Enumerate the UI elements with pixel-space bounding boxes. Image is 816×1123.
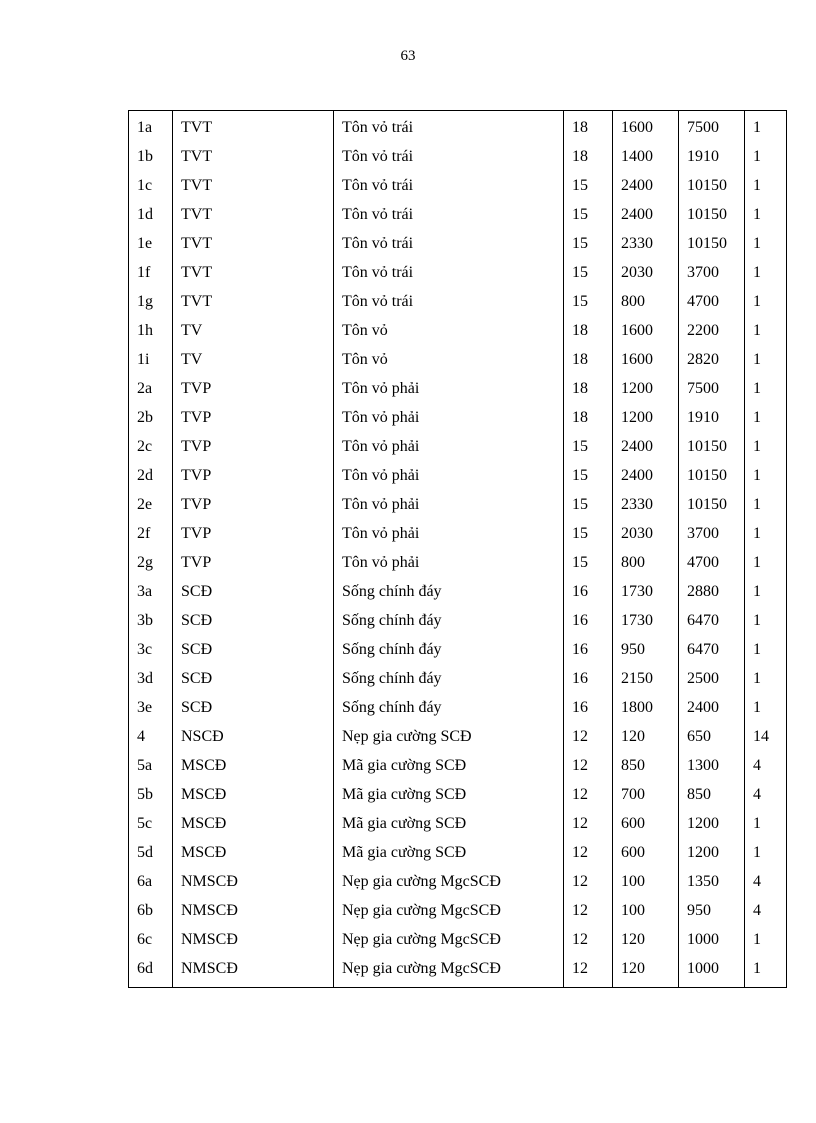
part-code-cell: 1f (129, 258, 173, 287)
width-cell: 120 (613, 954, 679, 988)
length-cell: 1000 (679, 954, 745, 988)
length-cell: 7500 (679, 111, 745, 143)
table-row (129, 954, 787, 988)
name-cell: Sống chính đáy (334, 664, 564, 693)
width-cell: 1200 (613, 403, 679, 432)
width-cell: 1730 (613, 577, 679, 606)
name-cell: Nẹp gia cường MgcSCĐ (334, 925, 564, 954)
symbol-cell: TVT (173, 229, 334, 258)
page-number: 63 (400, 48, 416, 64)
quantity-cell: 1 (745, 809, 787, 838)
parts-table-body (129, 111, 787, 988)
thickness-cell: 15 (564, 548, 613, 577)
thickness-cell: 18 (564, 142, 613, 171)
table-row (129, 142, 787, 171)
length-cell: 1200 (679, 838, 745, 867)
thickness-cell: 15 (564, 200, 613, 229)
thickness-cell: 16 (564, 635, 613, 664)
width-cell: 2400 (613, 432, 679, 461)
symbol-cell: SCĐ (173, 664, 334, 693)
symbol-cell: TVT (173, 171, 334, 200)
part-code-cell: 2c (129, 432, 173, 461)
part-code-cell: 5d (129, 838, 173, 867)
thickness-cell: 15 (564, 461, 613, 490)
name-cell: Sống chính đáy (334, 693, 564, 722)
length-cell: 1000 (679, 925, 745, 954)
symbol-cell: SCĐ (173, 577, 334, 606)
length-cell: 2820 (679, 345, 745, 374)
thickness-cell: 12 (564, 809, 613, 838)
quantity-cell: 1 (745, 403, 787, 432)
table-row (129, 111, 787, 143)
part-code-cell: 5a (129, 751, 173, 780)
length-cell: 4700 (679, 548, 745, 577)
part-code-cell: 2e (129, 490, 173, 519)
part-code-cell: 1h (129, 316, 173, 345)
table-row (129, 838, 787, 867)
symbol-cell: SCĐ (173, 693, 334, 722)
table-row (129, 287, 787, 316)
quantity-cell: 1 (745, 490, 787, 519)
part-code-cell: 1g (129, 287, 173, 316)
width-cell: 2150 (613, 664, 679, 693)
length-cell: 2400 (679, 693, 745, 722)
width-cell: 700 (613, 780, 679, 809)
name-cell: Sống chính đáy (334, 635, 564, 664)
thickness-cell: 15 (564, 171, 613, 200)
length-cell: 950 (679, 896, 745, 925)
length-cell: 10150 (679, 200, 745, 229)
name-cell: Tôn vỏ trái (334, 258, 564, 287)
thickness-cell: 15 (564, 432, 613, 461)
length-cell: 1200 (679, 809, 745, 838)
thickness-cell: 16 (564, 606, 613, 635)
name-cell: Sống chính đáy (334, 606, 564, 635)
table-row (129, 925, 787, 954)
length-cell: 650 (679, 722, 745, 751)
thickness-cell: 12 (564, 954, 613, 988)
part-code-cell: 1d (129, 200, 173, 229)
table-row (129, 316, 787, 345)
width-cell: 800 (613, 548, 679, 577)
length-cell: 10150 (679, 171, 745, 200)
part-code-cell: 3e (129, 693, 173, 722)
table-row (129, 200, 787, 229)
table-row (129, 867, 787, 896)
width-cell: 2400 (613, 461, 679, 490)
name-cell: Mã gia cường SCĐ (334, 751, 564, 780)
length-cell: 2200 (679, 316, 745, 345)
width-cell: 950 (613, 635, 679, 664)
part-code-cell: 3b (129, 606, 173, 635)
width-cell: 2400 (613, 200, 679, 229)
table-row (129, 780, 787, 809)
part-code-cell: 6a (129, 867, 173, 896)
symbol-cell: TVP (173, 374, 334, 403)
table-row (129, 577, 787, 606)
symbol-cell: TV (173, 316, 334, 345)
width-cell: 1400 (613, 142, 679, 171)
width-cell: 600 (613, 838, 679, 867)
thickness-cell: 16 (564, 664, 613, 693)
quantity-cell: 1 (745, 345, 787, 374)
quantity-cell: 1 (745, 519, 787, 548)
quantity-cell: 1 (745, 432, 787, 461)
thickness-cell: 12 (564, 925, 613, 954)
symbol-cell: TVP (173, 403, 334, 432)
table-row (129, 635, 787, 664)
table-row (129, 374, 787, 403)
length-cell: 1910 (679, 403, 745, 432)
quantity-cell: 1 (745, 925, 787, 954)
symbol-cell: MSCĐ (173, 780, 334, 809)
table-row (129, 751, 787, 780)
part-code-cell: 4 (129, 722, 173, 751)
quantity-cell: 1 (745, 374, 787, 403)
symbol-cell: TVT (173, 287, 334, 316)
symbol-cell: TVP (173, 461, 334, 490)
width-cell: 120 (613, 722, 679, 751)
length-cell: 10150 (679, 229, 745, 258)
part-code-cell: 5c (129, 809, 173, 838)
part-code-cell: 3c (129, 635, 173, 664)
symbol-cell: TVP (173, 519, 334, 548)
thickness-cell: 16 (564, 577, 613, 606)
thickness-cell: 18 (564, 111, 613, 143)
name-cell: Tôn vỏ (334, 345, 564, 374)
quantity-cell: 4 (745, 896, 787, 925)
width-cell: 1600 (613, 345, 679, 374)
width-cell: 800 (613, 287, 679, 316)
thickness-cell: 12 (564, 722, 613, 751)
part-code-cell: 2d (129, 461, 173, 490)
thickness-cell: 18 (564, 316, 613, 345)
quantity-cell: 1 (745, 548, 787, 577)
length-cell: 1300 (679, 751, 745, 780)
symbol-cell: NSCĐ (173, 722, 334, 751)
thickness-cell: 12 (564, 838, 613, 867)
quantity-cell: 1 (745, 287, 787, 316)
thickness-cell: 15 (564, 519, 613, 548)
name-cell: Tôn vỏ trái (334, 200, 564, 229)
symbol-cell: TVP (173, 548, 334, 577)
length-cell: 2880 (679, 577, 745, 606)
length-cell: 10150 (679, 461, 745, 490)
width-cell: 100 (613, 896, 679, 925)
part-code-cell: 1c (129, 171, 173, 200)
symbol-cell: MSCĐ (173, 751, 334, 780)
symbol-cell: TVP (173, 490, 334, 519)
length-cell: 1910 (679, 142, 745, 171)
part-code-cell: 1b (129, 142, 173, 171)
part-code-cell: 1a (129, 111, 173, 143)
part-code-cell: 3d (129, 664, 173, 693)
quantity-cell: 14 (745, 722, 787, 751)
name-cell: Tôn vỏ phải (334, 461, 564, 490)
name-cell: Nẹp gia cường MgcSCĐ (334, 896, 564, 925)
table-row (129, 896, 787, 925)
symbol-cell: TV (173, 345, 334, 374)
part-code-cell: 1e (129, 229, 173, 258)
quantity-cell: 1 (745, 664, 787, 693)
part-code-cell: 1i (129, 345, 173, 374)
name-cell: Tôn vỏ trái (334, 142, 564, 171)
part-code-cell: 6d (129, 954, 173, 988)
name-cell: Tôn vỏ phải (334, 403, 564, 432)
width-cell: 600 (613, 809, 679, 838)
symbol-cell: SCĐ (173, 635, 334, 664)
quantity-cell: 1 (745, 606, 787, 635)
thickness-cell: 18 (564, 374, 613, 403)
width-cell: 2330 (613, 490, 679, 519)
table-row (129, 171, 787, 200)
name-cell: Tôn vỏ trái (334, 287, 564, 316)
name-cell: Tôn vỏ trái (334, 111, 564, 143)
length-cell: 3700 (679, 519, 745, 548)
length-cell: 3700 (679, 258, 745, 287)
table-row (129, 693, 787, 722)
length-cell: 6470 (679, 635, 745, 664)
length-cell: 4700 (679, 287, 745, 316)
symbol-cell: MSCĐ (173, 809, 334, 838)
table-row (129, 519, 787, 548)
quantity-cell: 1 (745, 954, 787, 988)
symbol-cell: SCĐ (173, 606, 334, 635)
quantity-cell: 1 (745, 200, 787, 229)
name-cell: Tôn vỏ phải (334, 490, 564, 519)
quantity-cell: 1 (745, 258, 787, 287)
thickness-cell: 12 (564, 751, 613, 780)
thickness-cell: 15 (564, 258, 613, 287)
name-cell: Tôn vỏ phải (334, 432, 564, 461)
parts-table (128, 110, 787, 988)
length-cell: 2500 (679, 664, 745, 693)
quantity-cell: 1 (745, 142, 787, 171)
width-cell: 2030 (613, 519, 679, 548)
width-cell: 2030 (613, 258, 679, 287)
table-row (129, 606, 787, 635)
quantity-cell: 1 (745, 316, 787, 345)
quantity-cell: 1 (745, 838, 787, 867)
part-code-cell: 2a (129, 374, 173, 403)
part-code-cell: 5b (129, 780, 173, 809)
quantity-cell: 1 (745, 577, 787, 606)
symbol-cell: NMSCĐ (173, 867, 334, 896)
name-cell: Nẹp gia cường MgcSCĐ (334, 867, 564, 896)
name-cell: Tôn vỏ trái (334, 171, 564, 200)
part-code-cell: 6b (129, 896, 173, 925)
length-cell: 6470 (679, 606, 745, 635)
name-cell: Tôn vỏ phải (334, 374, 564, 403)
name-cell: Mã gia cường SCĐ (334, 780, 564, 809)
table-row (129, 722, 787, 751)
name-cell: Nẹp gia cường SCĐ (334, 722, 564, 751)
width-cell: 100 (613, 867, 679, 896)
length-cell: 10150 (679, 490, 745, 519)
width-cell: 1600 (613, 316, 679, 345)
symbol-cell: MSCĐ (173, 838, 334, 867)
thickness-cell: 12 (564, 896, 613, 925)
name-cell: Sống chính đáy (334, 577, 564, 606)
part-code-cell: 3a (129, 577, 173, 606)
length-cell: 10150 (679, 432, 745, 461)
thickness-cell: 18 (564, 403, 613, 432)
thickness-cell: 12 (564, 867, 613, 896)
symbol-cell: TVT (173, 200, 334, 229)
quantity-cell: 1 (745, 461, 787, 490)
name-cell: Tôn vỏ phải (334, 548, 564, 577)
symbol-cell: TVT (173, 142, 334, 171)
length-cell: 1350 (679, 867, 745, 896)
symbol-cell: TVP (173, 432, 334, 461)
symbol-cell: NMSCĐ (173, 954, 334, 988)
name-cell: Mã gia cường SCĐ (334, 838, 564, 867)
width-cell: 1600 (613, 111, 679, 143)
part-code-cell: 2f (129, 519, 173, 548)
quantity-cell: 4 (745, 867, 787, 896)
part-code-cell: 2b (129, 403, 173, 432)
table-row (129, 403, 787, 432)
symbol-cell: TVT (173, 111, 334, 143)
quantity-cell: 1 (745, 693, 787, 722)
thickness-cell: 15 (564, 229, 613, 258)
width-cell: 2400 (613, 171, 679, 200)
thickness-cell: 16 (564, 693, 613, 722)
table-row (129, 809, 787, 838)
quantity-cell: 1 (745, 229, 787, 258)
width-cell: 1200 (613, 374, 679, 403)
symbol-cell: TVT (173, 258, 334, 287)
name-cell: Mã gia cường SCĐ (334, 809, 564, 838)
thickness-cell: 15 (564, 490, 613, 519)
name-cell: Tôn vỏ (334, 316, 564, 345)
quantity-cell: 1 (745, 635, 787, 664)
quantity-cell: 4 (745, 780, 787, 809)
width-cell: 1730 (613, 606, 679, 635)
quantity-cell: 4 (745, 751, 787, 780)
length-cell: 7500 (679, 374, 745, 403)
thickness-cell: 12 (564, 780, 613, 809)
quantity-cell: 1 (745, 111, 787, 143)
name-cell: Tôn vỏ trái (334, 229, 564, 258)
thickness-cell: 15 (564, 287, 613, 316)
quantity-cell: 1 (745, 171, 787, 200)
symbol-cell: NMSCĐ (173, 925, 334, 954)
table-row (129, 258, 787, 287)
table-row (129, 345, 787, 374)
table-row (129, 664, 787, 693)
symbol-cell: NMSCĐ (173, 896, 334, 925)
length-cell: 850 (679, 780, 745, 809)
part-code-cell: 2g (129, 548, 173, 577)
table-row (129, 548, 787, 577)
table-row (129, 461, 787, 490)
width-cell: 1800 (613, 693, 679, 722)
name-cell: Tôn vỏ phải (334, 519, 564, 548)
name-cell: Nẹp gia cường MgcSCĐ (334, 954, 564, 988)
width-cell: 850 (613, 751, 679, 780)
width-cell: 120 (613, 925, 679, 954)
table-row (129, 490, 787, 519)
table-row (129, 432, 787, 461)
thickness-cell: 18 (564, 345, 613, 374)
part-code-cell: 6c (129, 925, 173, 954)
table-row (129, 229, 787, 258)
width-cell: 2330 (613, 229, 679, 258)
